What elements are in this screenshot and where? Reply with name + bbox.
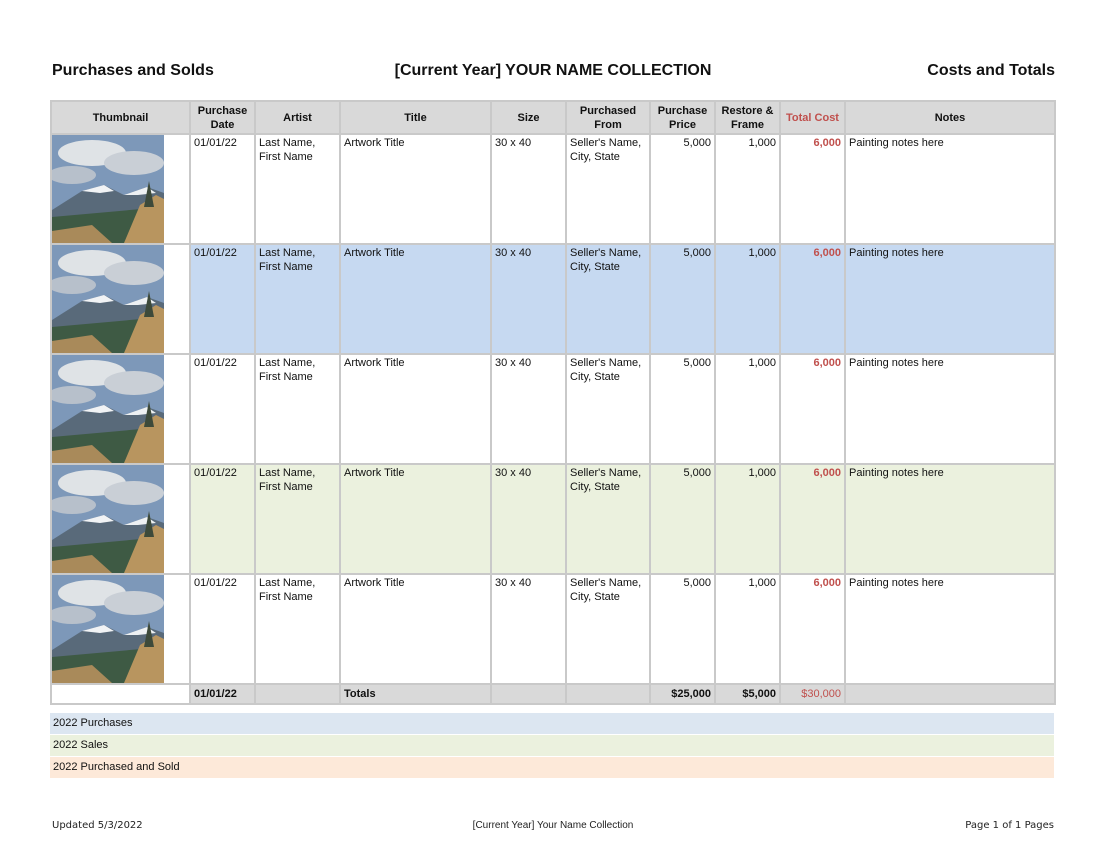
thumbnail-cell — [51, 464, 190, 574]
table-header-row — [51, 101, 1055, 134]
table-row — [51, 464, 1055, 574]
restore-frame-cell: 1,000 — [715, 464, 780, 574]
title-cell: Artwork Title — [340, 354, 491, 464]
col-header-purchase-price: Purchase Price — [650, 101, 715, 134]
totals-restore-frame: $5,000 — [715, 684, 780, 704]
restore-frame-cell: 1,000 — [715, 244, 780, 354]
collection-table — [50, 100, 1056, 705]
col-header-size: Size — [491, 101, 566, 134]
size-cell: 30 x 40 — [491, 354, 566, 464]
purchase-price-cell: 5,000 — [650, 354, 715, 464]
totals-empty-cell — [845, 684, 1055, 704]
totals-empty-cell — [491, 684, 566, 704]
footer-page-number: Page 1 of 1 Pages — [965, 820, 1054, 831]
purchased-from-cell: Seller's Name, City, State — [566, 134, 650, 244]
legend-purchases: 2022 Purchases — [50, 713, 1054, 734]
purchase-date-cell: 01/01/22 — [190, 464, 255, 574]
totals-total-cost: $30,000 — [780, 684, 845, 704]
notes-cell: Painting notes here — [845, 464, 1055, 574]
purchase-price-cell: 5,000 — [650, 244, 715, 354]
purchase-price-cell: 5,000 — [650, 574, 715, 684]
totals-empty-cell — [255, 684, 340, 704]
restore-frame-cell: 1,000 — [715, 134, 780, 244]
purchase-date-cell: 01/01/22 — [190, 574, 255, 684]
title-cell: Artwork Title — [340, 464, 491, 574]
col-header-artist: Artist — [255, 101, 340, 134]
purchase-date-cell: 01/01/22 — [190, 244, 255, 354]
painting-thumbnail-image — [52, 575, 164, 683]
totals-row — [51, 684, 1055, 704]
artist-cell: Last Name, First Name — [255, 354, 340, 464]
restore-frame-cell: 1,000 — [715, 354, 780, 464]
size-cell: 30 x 40 — [491, 244, 566, 354]
restore-frame-cell: 1,000 — [715, 574, 780, 684]
right-header-title: Costs and Totals — [927, 62, 1055, 79]
thumbnail-cell — [51, 354, 190, 464]
purchased-from-cell: Seller's Name, City, State — [566, 574, 650, 684]
artist-cell: Last Name, First Name — [255, 574, 340, 684]
purchase-date-cell: 01/01/22 — [190, 354, 255, 464]
totals-purchase-price: $25,000 — [650, 684, 715, 704]
title-cell: Artwork Title — [340, 244, 491, 354]
purchased-from-cell: Seller's Name, City, State — [566, 244, 650, 354]
table-row — [51, 244, 1055, 354]
legend-purchased-and-sold: 2022 Purchased and Sold — [50, 757, 1054, 778]
purchase-price-cell: 5,000 — [650, 134, 715, 244]
table-row — [51, 354, 1055, 464]
purchase-date-cell: 01/01/22 — [190, 134, 255, 244]
thumbnail-cell — [51, 574, 190, 684]
painting-thumbnail-image — [52, 245, 164, 353]
col-header-total-cost: Total Cost — [780, 101, 845, 134]
footer-updated-date: Updated 5/3/2022 — [52, 820, 143, 831]
notes-cell: Painting notes here — [845, 574, 1055, 684]
painting-thumbnail-image — [52, 355, 164, 463]
footer-collection-name: [Current Year] Your Name Collection — [472, 820, 634, 831]
totals-blank-cell — [51, 684, 190, 704]
col-header-purchase-date: Purchase Date — [190, 101, 255, 134]
col-header-notes: Notes — [845, 101, 1055, 134]
totals-date-cell: 01/01/22 — [190, 684, 255, 704]
col-header-thumbnail: Thumbnail — [51, 101, 190, 134]
artist-cell: Last Name, First Name — [255, 134, 340, 244]
notes-cell: Painting notes here — [845, 244, 1055, 354]
artist-cell: Last Name, First Name — [255, 244, 340, 354]
size-cell: 30 x 40 — [491, 574, 566, 684]
title-cell: Artwork Title — [340, 574, 491, 684]
total-cost-cell: 6,000 — [780, 244, 845, 354]
notes-cell: Painting notes here — [845, 354, 1055, 464]
col-header-purchased-from: Purchased From — [566, 101, 650, 134]
size-cell: 30 x 40 — [491, 134, 566, 244]
thumbnail-cell — [51, 134, 190, 244]
total-cost-cell: 6,000 — [780, 134, 845, 244]
total-cost-cell: 6,000 — [780, 464, 845, 574]
purchased-from-cell: Seller's Name, City, State — [566, 354, 650, 464]
size-cell: 30 x 40 — [491, 464, 566, 574]
center-header-title: [Current Year] YOUR NAME COLLECTION — [394, 62, 712, 79]
col-header-title: Title — [340, 101, 491, 134]
col-header-restore-frame: Restore & Frame — [715, 101, 780, 134]
total-cost-cell: 6,000 — [780, 354, 845, 464]
notes-cell: Painting notes here — [845, 134, 1055, 244]
purchased-from-cell: Seller's Name, City, State — [566, 464, 650, 574]
totals-empty-cell — [566, 684, 650, 704]
left-header-title: Purchases and Solds — [52, 62, 214, 79]
totals-label: Totals — [340, 684, 491, 704]
legend-sales: 2022 Sales — [50, 735, 1054, 756]
table-row — [51, 134, 1055, 244]
painting-thumbnail-image — [52, 135, 164, 243]
painting-thumbnail-image — [52, 465, 164, 573]
purchase-price-cell: 5,000 — [650, 464, 715, 574]
table-row — [51, 574, 1055, 684]
thumbnail-cell — [51, 244, 190, 354]
artist-cell: Last Name, First Name — [255, 464, 340, 574]
title-cell: Artwork Title — [340, 134, 491, 244]
total-cost-cell: 6,000 — [780, 574, 845, 684]
